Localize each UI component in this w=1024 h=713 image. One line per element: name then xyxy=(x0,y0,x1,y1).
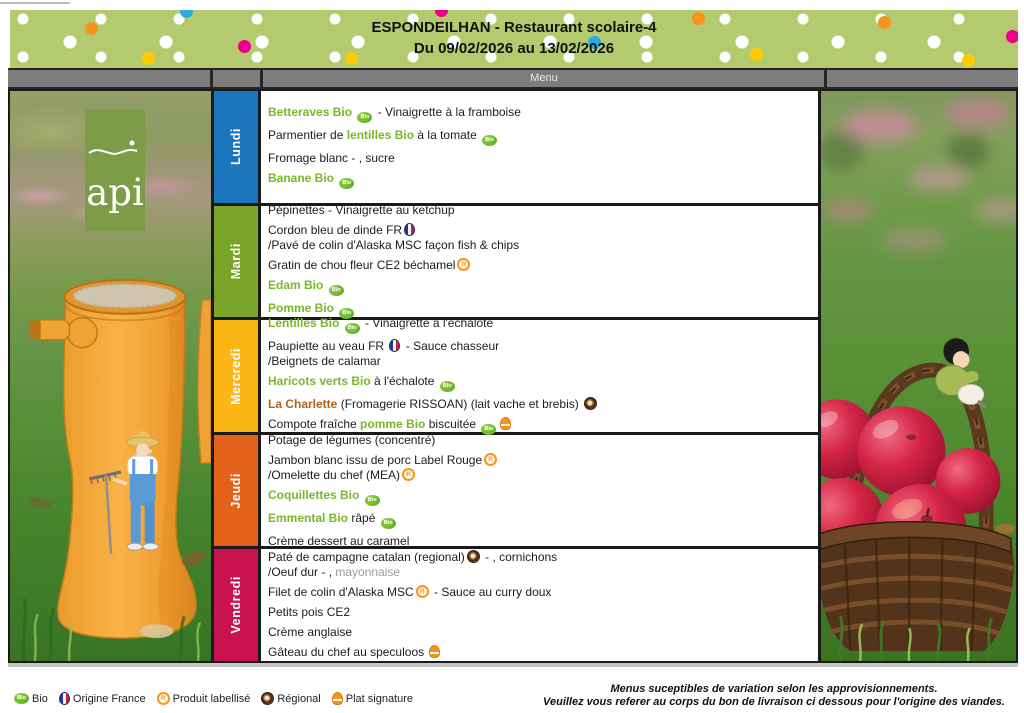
api-logo-text: api xyxy=(86,171,144,214)
menu-text-segment: /Pavé de colin d'Alaska MSC façon fish & chips xyxy=(268,238,520,253)
menu-text-segment: Petits pois CE2 xyxy=(268,605,351,620)
menu-line xyxy=(268,316,812,334)
menu-line xyxy=(268,203,812,218)
menu-line xyxy=(268,511,812,529)
menu-text-segment: Gâteau du chef au speculoos xyxy=(268,645,428,660)
bio-icon xyxy=(345,323,360,334)
menu-line xyxy=(268,565,812,580)
menu-line xyxy=(268,223,812,238)
day-menu-cell xyxy=(261,91,818,203)
legend-label: Plat signature xyxy=(345,692,414,705)
day-row xyxy=(214,549,818,661)
bio-icon xyxy=(357,112,372,123)
bio-icon xyxy=(440,381,455,392)
regional-icon xyxy=(584,397,597,410)
origine-france-icon xyxy=(389,339,400,352)
regional-icon xyxy=(467,550,480,563)
produit-labellise-icon xyxy=(402,468,415,481)
legend-label: Régional xyxy=(277,692,321,705)
menu-text-segment: à l'échalote xyxy=(370,374,438,389)
plat-signature-icon xyxy=(429,645,440,658)
menu-text-segment: Emmental Bio xyxy=(268,510,349,525)
menu-line xyxy=(268,488,812,506)
menu-text-segment: Filet de colin d'Alaska MSC xyxy=(268,585,414,600)
menu-bar xyxy=(8,68,1018,89)
menu-text-segment: (Fromagerie RISSOAN) (lait vache et brebis) xyxy=(337,397,583,412)
legend-item xyxy=(330,692,413,705)
menu-line xyxy=(268,453,812,468)
menu-line xyxy=(268,605,812,620)
menu-table-area xyxy=(8,89,1018,663)
day-row xyxy=(214,91,818,206)
menu-line xyxy=(268,397,812,412)
menu-text-segment: Parmentier de xyxy=(268,127,347,142)
menu-line xyxy=(268,339,812,354)
page-title: ESPONDEILHAN - Restaurant scolaire-4 xyxy=(371,19,657,36)
menu-line xyxy=(268,585,812,600)
menu-text-segment: pomme Bio xyxy=(360,417,426,432)
day-menu-cell xyxy=(261,549,818,661)
menu-text-segment: Cordon bleu de dinde FR xyxy=(268,223,403,238)
produit-labellise-icon xyxy=(416,585,429,598)
plat-signature-icon xyxy=(332,692,343,705)
menu-text-segment: - Sauce au curry doux xyxy=(430,585,552,600)
origine-france-icon xyxy=(59,692,70,705)
menu-text-segment: /Oeuf dur - , xyxy=(268,565,336,580)
menu-line xyxy=(268,374,812,392)
left-photo xyxy=(10,91,211,661)
menu-text-segment: Crème anglaise xyxy=(268,625,353,640)
legend-label: Produit labellisé xyxy=(172,692,251,705)
menu-line xyxy=(268,625,812,640)
day-row xyxy=(214,316,818,435)
day-cell xyxy=(214,435,261,547)
menu-table xyxy=(211,91,821,661)
day-menu-cell xyxy=(261,203,818,318)
bio-icon xyxy=(482,135,497,146)
produit-labellise-icon xyxy=(457,258,470,271)
day-label: Lundi xyxy=(229,128,243,166)
menu-text-segment: Pomme Bio xyxy=(268,301,338,316)
menu-line xyxy=(268,238,812,253)
menu-line xyxy=(268,128,812,146)
bio-icon xyxy=(329,285,344,296)
legend-item xyxy=(155,692,251,705)
page-subtitle: Du 09/02/2026 au 13/02/2026 xyxy=(413,40,615,57)
menu-text-segment: - Sauce chasseur xyxy=(402,339,500,354)
menu-line xyxy=(268,433,812,448)
legend-item xyxy=(12,693,48,705)
scan-artifact xyxy=(0,2,70,4)
menu-text-segment: - , cornichons xyxy=(481,550,558,565)
menu-text-segment: Haricots verts Bio xyxy=(268,374,371,389)
regional-icon xyxy=(261,692,274,705)
day-row xyxy=(214,432,818,550)
menu-text-segment: râpé xyxy=(348,510,379,525)
menu-text-segment: /Omelette du chef (MEA) xyxy=(268,467,401,482)
menu-line xyxy=(268,105,812,123)
legend-label: Origine France xyxy=(72,692,146,705)
menu-text-segment: - Vinaigrette à la framboise xyxy=(374,104,521,119)
menu-text-segment: Paté de campagne catalan (regional) xyxy=(268,550,465,565)
menu-line xyxy=(268,645,812,660)
menu-line xyxy=(268,550,812,565)
menu-text-segment: Paupiette au veau FR xyxy=(268,339,388,354)
menu-text-segment: Gratin de chou fleur CE2 béchamel xyxy=(268,258,456,273)
menu-text-segment: biscuitée xyxy=(425,417,480,432)
menu-bar-divider xyxy=(210,70,213,87)
menu-line xyxy=(268,354,812,369)
menu-text-segment: Banane Bio xyxy=(268,170,338,185)
day-label: Jeudi xyxy=(229,472,243,509)
menu-bar-divider xyxy=(824,70,827,87)
menu-line xyxy=(268,278,812,296)
day-label: Mardi xyxy=(229,243,243,280)
day-cell xyxy=(214,91,261,203)
legend-item xyxy=(57,692,146,705)
legend-label: Bio xyxy=(32,692,48,705)
produit-labellise-icon xyxy=(484,453,497,466)
menu-text-segment: Betteraves Bio xyxy=(268,104,356,119)
legend-item xyxy=(259,692,320,705)
menu-text-segment: Fromage blanc - , sucre xyxy=(268,150,395,165)
menu-line xyxy=(268,468,812,483)
right-photo xyxy=(821,91,1016,661)
menu-text-segment: Jambon blanc issu de porc Label Rouge xyxy=(268,452,483,467)
menu-text-segment: mayonnaise xyxy=(335,565,401,580)
day-label: Mercredi xyxy=(229,347,243,405)
menu-text-segment: Coquillettes Bio xyxy=(268,487,363,502)
menu-bar-divider xyxy=(260,70,263,87)
menu-text-segment: Pépinettes - Vinaigrette au ketchup xyxy=(268,203,455,218)
bio-icon xyxy=(339,178,354,189)
bio-icon xyxy=(381,518,396,529)
day-row xyxy=(214,203,818,321)
day-cell xyxy=(214,549,261,661)
day-cell xyxy=(214,206,261,318)
bio-icon xyxy=(365,495,380,506)
menu-text-segment: Potage de légumes (concentré) xyxy=(268,432,436,447)
menu-text-segment: La Charlette xyxy=(268,397,338,412)
menu-line xyxy=(268,534,812,549)
day-menu-cell xyxy=(261,316,818,432)
produit-labellise-icon xyxy=(157,692,170,705)
api-logo xyxy=(85,109,145,231)
menu-line xyxy=(268,258,812,273)
menu-text-segment: Edam Bio xyxy=(268,278,327,293)
footer-note-line: Menus suceptibles de variation selon les approvisionnements. xyxy=(610,683,938,695)
legend xyxy=(12,692,413,705)
day-menu-cell xyxy=(261,432,818,548)
menu-bar-label: Menu xyxy=(530,72,558,84)
menu-text-segment: lentilles Bio xyxy=(346,127,415,142)
menu-line xyxy=(268,151,812,166)
day-label: Vendredi xyxy=(229,576,243,634)
menu-text-segment: - Vinaigrette à l'échalote xyxy=(361,316,494,331)
menu-text-segment: /Beignets de calamar xyxy=(268,354,381,369)
header-band xyxy=(10,10,1018,68)
footer-note-line: Veuillez vous referer au corps du bon de livraison ci dessous pour l'origine des viandes. xyxy=(543,696,1005,708)
menu-text-segment: Compote fraîche xyxy=(268,417,361,432)
menu-line xyxy=(268,171,812,189)
origine-france-icon xyxy=(404,223,415,236)
bio-icon xyxy=(14,693,29,704)
menu-text-segment: à la tomate xyxy=(414,127,481,142)
apple-basket-illustration xyxy=(821,91,1016,661)
day-cell xyxy=(214,320,261,432)
footer-notes xyxy=(530,683,1018,709)
plat-signature-icon xyxy=(500,417,511,430)
menu-text-segment: Lentilles Bio xyxy=(268,316,343,331)
polka-dot xyxy=(435,10,448,17)
menu-text-segment: Crème dessert au caramel xyxy=(268,533,410,548)
